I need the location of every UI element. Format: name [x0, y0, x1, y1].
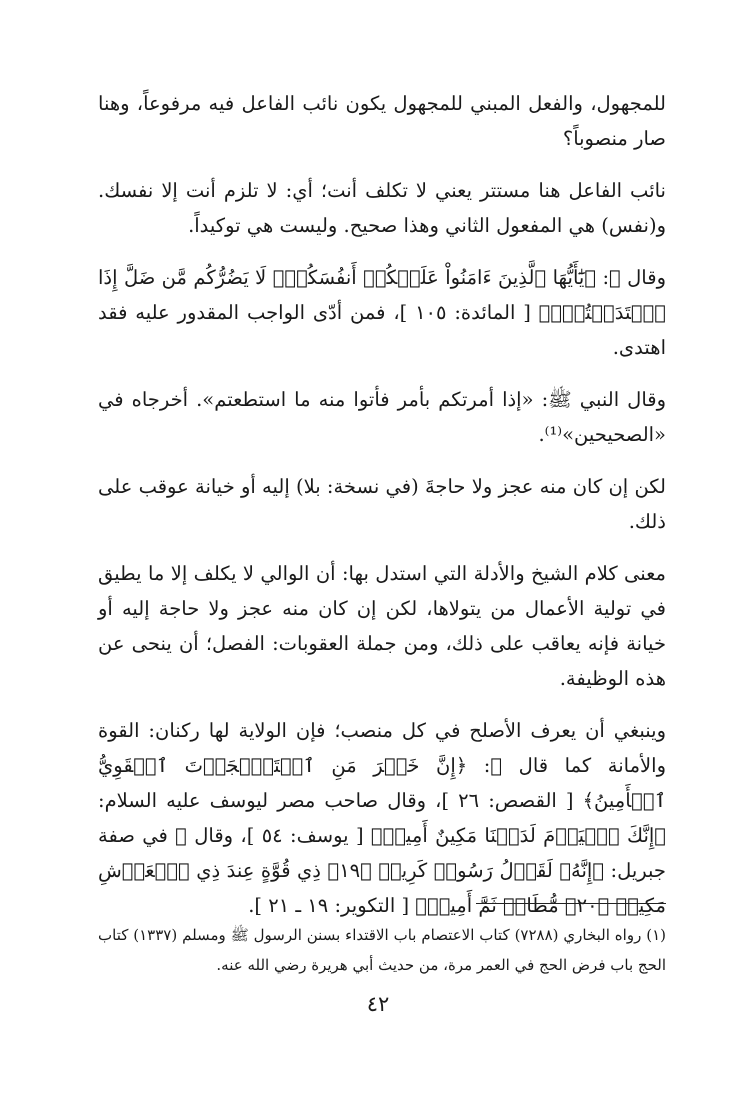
footnote: (١) رواه البخاري (٧٢٨٨) كتاب الاعتصام باب الاقتداء بسنن الرسول ﷺ ومسلم (١٣٣٧) كتاب الحج باب فرض الحج في العمر مرة، من حديث أبي هريرة رضي الله عنه.: [98, 926, 666, 974]
footnote-divider: [476, 903, 666, 904]
paragraph: وقال ﷺ: ﴿يَٰٓأَيُّهَا ٱلَّذِينَ ءَامَنُواْ عَلَيۡكُمۡ أَنفُسَكُمۡۖ لَا يَضُرُّكُم مَّن ضَلَّ إِذَا ٱهۡتَدَيۡتُمۡۚ﴾ [ المائدة: ١٠٥ ]، فمن أدّى الواجب المقدور عليه فقد اهتدى.: [98, 266, 666, 359]
paragraph: وقال النبي ﷺ: «إذا أمرتكم بأمر فأتوا منه ما استطعتم». أخرجاه في «الصحيحين»⁽¹⁾.: [98, 388, 666, 446]
paragraph: لكن إن كان منه عجز ولا حاجةَ (في نسخة: بلا) إليه أو خيانة عوقب على ذلك.: [98, 475, 666, 533]
paragraph: نائب الفاعل هنا مستتر يعني لا تكلف أنت؛ أي: لا تلزم أنت إلا نفسك. و(نفس) هي المفعول الثاني وهذا صحيح. وليست هي توكيداً.: [98, 179, 666, 237]
paragraph: معنى كلام الشيخ والأدلة التي استدل بها: أن الوالي لا يكلف إلا ما يطيق في تولية الأعمال من يتولاها، لكن إن كان منه عجز ولا حاجة إليه أو خيانة فإنه يعاقب على ذلك، ومن جملة العقوبات: الفصل؛ أن ينحى عن هذه الوظيفة.: [98, 562, 666, 690]
paragraph: للمجهول، والفعل المبني للمجهول يكون نائب الفاعل فيه مرفوعاً، وهنا صار منصوباً؟: [98, 92, 666, 150]
paragraph: وينبغي أن يعرف الأصلح في كل منصب؛ فإن الولاية لها ركنان: القوة والأمانة كما قال ﷺ: ﴿إِنَّ خَيۡرَ مَنِ ٱسۡتَـٔۡجَرۡتَ ٱلۡقَوِيُّ ٱلۡأَمِينُ﴾ [ القصص: ٢٦ ]، وقال صاحب مصر ليوسف عليه السلام: ﴿إِنَّكَ ٱلۡيَوۡمَ لَدَيۡنَا مَكِينٌ أَمِينٞ﴾ [ يوسف: ٥٤ ]، وقال ﷺ في صفة جبريل: ﴿إِنَّهُۥ لَقَوۡلُ رَسُولٖ كَرِيمٖ ﴿١٩﴾ ذِي قُوَّةٍ عِندَ ذِي ٱلۡعَرۡشِ مَكِينٖ ﴿٢٠﴾ مُّطَاعٖ ثَمَّ أَمِينٖ﴾ [ التكوير: ١٩ ـ ٢١ ].: [98, 719, 667, 917]
page-number: ٤٢: [366, 992, 390, 1016]
main-text: [98, 86, 666, 940]
